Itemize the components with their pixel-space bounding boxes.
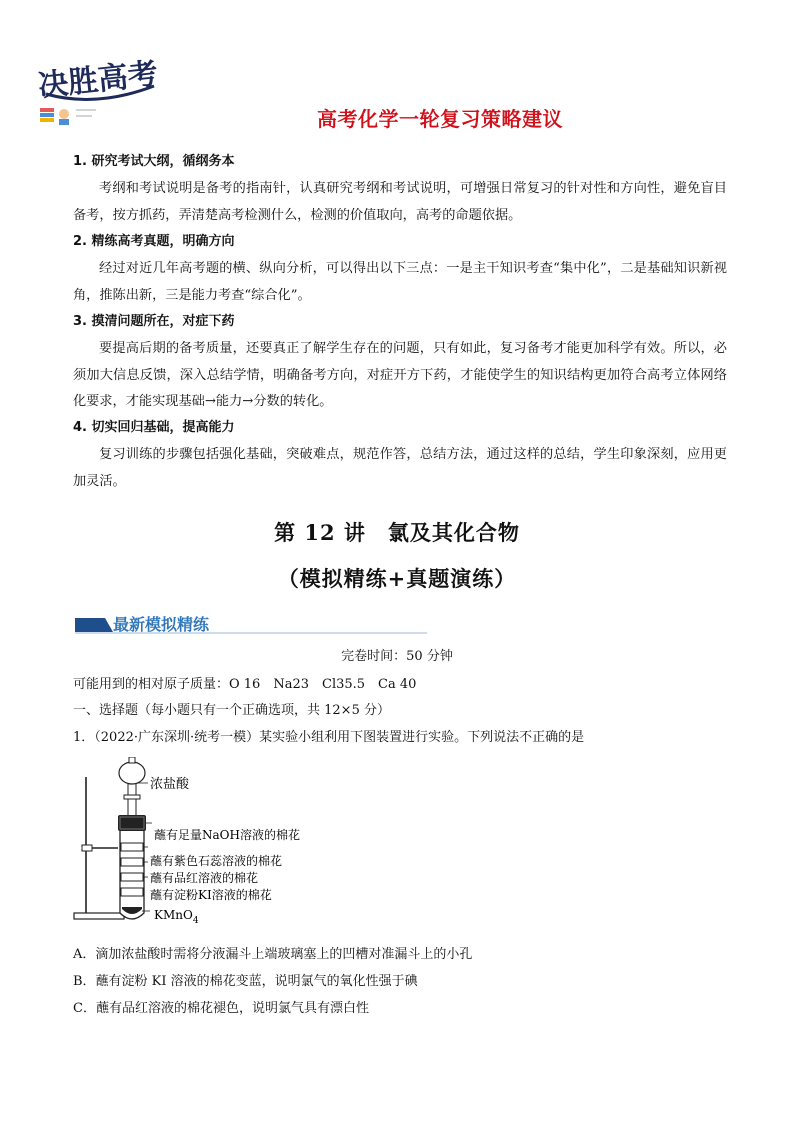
document-title: 高考化学一轮复习策略建议 — [317, 107, 563, 131]
label-naoh: 蘸有足量NaOH溶液的棉花 — [154, 828, 300, 842]
banner-label: 最新模拟精练 — [113, 615, 210, 634]
section-heading: 3. 摸清问题所在，对症下药 — [73, 314, 235, 329]
section-body: 考纲和考试说明是备考的指南针，认真研究考纲和考试说明，可增强日常复习的针对性和方向性，避免盲目备考，按方抓药，弄清楚高考检测什么，检测的价值取向，高考的命题依据。 — [73, 181, 727, 223]
section-heading: 2. 精练高考真题，明确方向 — [73, 234, 235, 249]
section-body: 要提高后期的备考质量，还要真正了解学生存在的问题，只有如此，复习备考才能更加科学有效。所以，必须加大信息反馈，深入总结学情，明确备考方向，对症开方下药，才能使学生的知识结构更加符合高考立体网络化要求，才能实现基础→能力→分数的转化。 — [73, 341, 727, 409]
apparatus-diagram — [72, 757, 332, 925]
option-c: C．蘸有品红溶液的棉花褪色，说明氯气具有漂白性 — [73, 1001, 369, 1016]
time-limit: 完卷时间：50 分钟 — [341, 649, 453, 664]
atomic-masses: 可能用到的相对原子质量：O 16 Na23 Cl35.5 Ca 40 — [73, 677, 417, 692]
option-a: A．滴加浓盐酸时需将分液漏斗上端玻璃塞上的凹槽对准漏斗上的小孔 — [73, 947, 473, 962]
label-pinred: 蘸有品红溶液的棉花 — [150, 871, 259, 885]
lecture-title: 第 12 讲 氯及其化合物 — [274, 520, 520, 545]
section-banner — [75, 614, 429, 636]
question-1: 1．（2022·广东深圳·统考一模）某实验小组利用下图装置进行实验。下列说法不正确的是 — [73, 730, 585, 745]
strategy-section-1 — [73, 152, 727, 229]
strategy-section-2 — [73, 232, 727, 309]
option-b: B．蘸有淀粉 KI 溶液的棉花变蓝，说明氯气的氧化性强于碘 — [73, 974, 418, 989]
label-kmno4: KMnO$_4$ — [154, 908, 199, 925]
section-heading: 1. 研究考试大纲，循纲务本 — [73, 154, 235, 169]
label-litmus: 蘸有紫色石蕊溶液的棉花 — [150, 854, 283, 868]
strategy-section-3 — [73, 312, 727, 416]
section-title: 一、选择题（每小题只有一个正确选项，共 12×5 分） — [73, 703, 390, 718]
section-heading: 4. 切实回归基础，提高能力 — [73, 420, 235, 435]
section-body: 复习训练的步骤包括强化基础，突破难点，规范作答，总结方法，通过这样的总结，学生印象深刻，应用更加灵活。 — [73, 447, 727, 489]
apparatus-figure — [72, 757, 332, 925]
lecture-subtitle: （模拟精练+真题演练） — [277, 566, 517, 591]
label-acid: 浓盐酸 — [150, 777, 190, 792]
section-body: 经过对近几年高考题的横、纵向分析，可以得出以下三点：一是主干知识考查“集中化”，二是基础知识新视角，推陈出新，三是能力考查“综合化”。 — [73, 261, 727, 303]
strategy-section-4 — [73, 418, 727, 495]
label-ki: 蘸有淀粉KI溶液的棉花 — [150, 888, 272, 902]
logo-text: 决胜高考 — [36, 56, 160, 104]
